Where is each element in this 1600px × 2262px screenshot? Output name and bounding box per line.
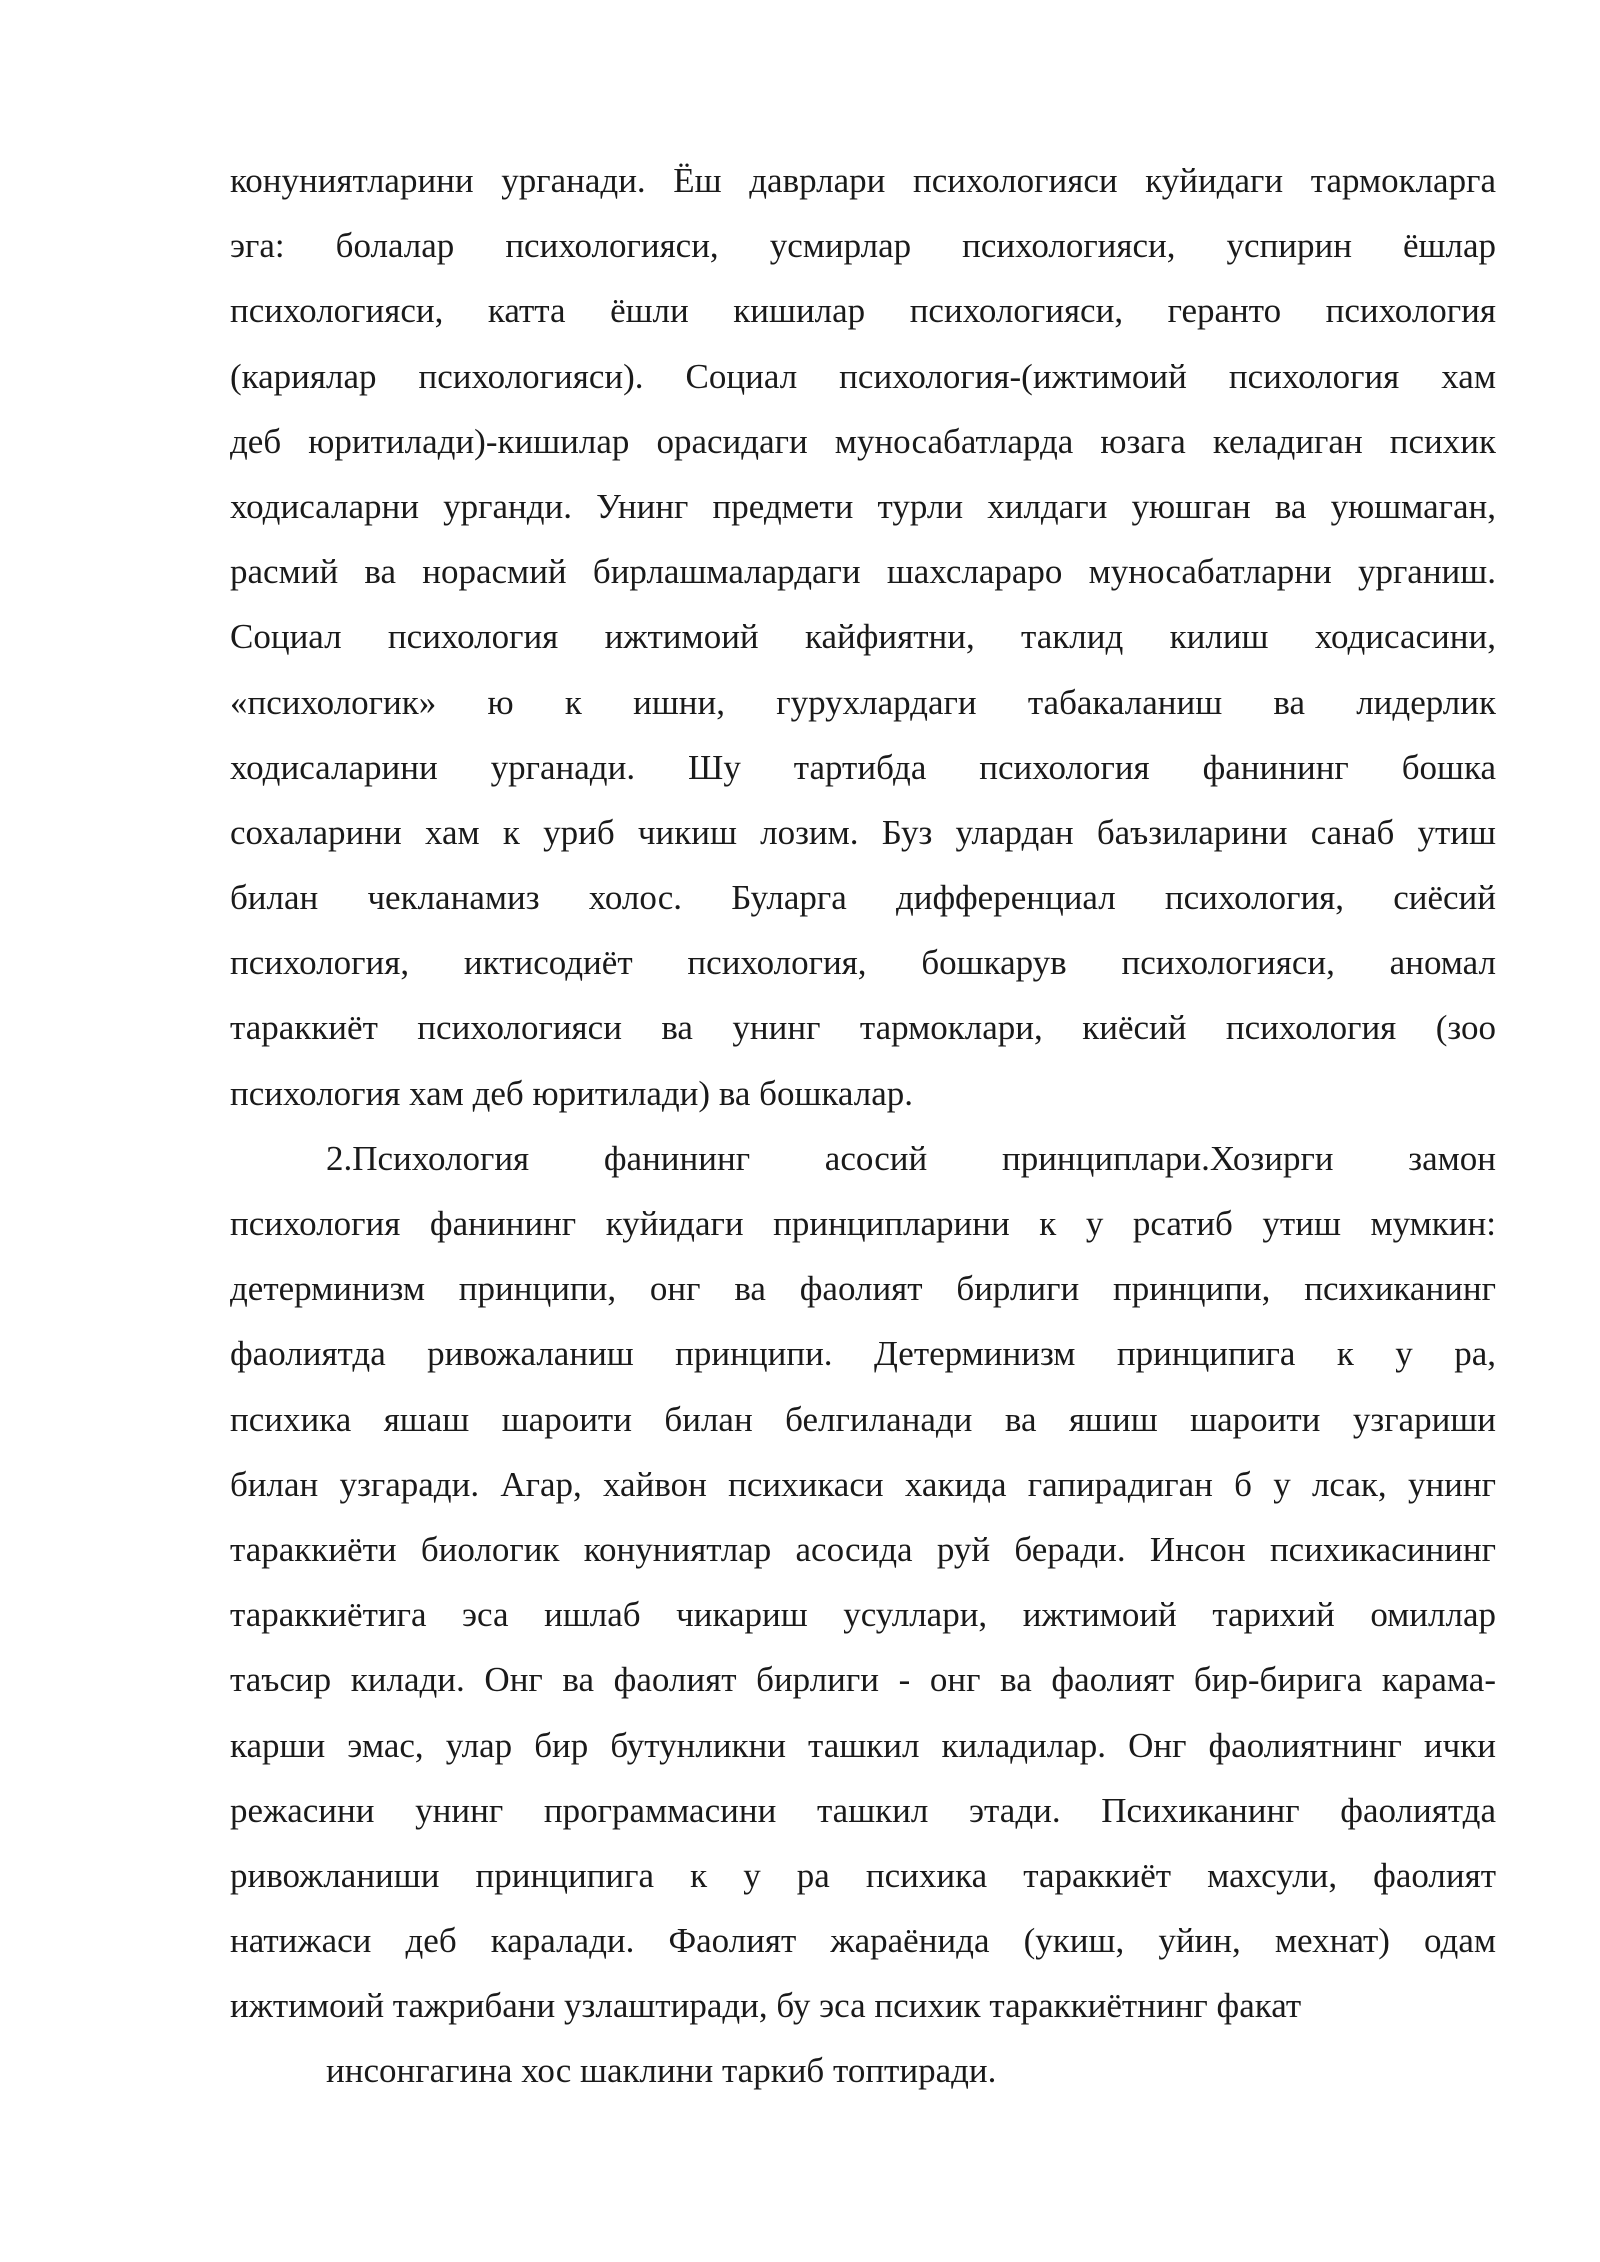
section-heading-line: 2.Психология фанининг асосий принциплари.Хозирги замон	[326, 1138, 1496, 1178]
text-line: (кариялар психологияси). Социал психология-(ижтимоий психология хам	[230, 356, 1496, 396]
text-line: психология хам деб юритилади) ва бошкалар.	[230, 1073, 913, 1113]
text-line: ходисаларни урганди. Унинг предмети турли хилдаги уюшган ва уюшмаган,	[230, 486, 1496, 526]
text-line: фаолиятда ривожаланиш принципи. Детерминизм принципига к у ра,	[230, 1334, 1496, 1374]
text-line: билан чекланамиз холос. Буларга дифференциал психология, сиёсий	[230, 878, 1496, 918]
text-line: таъсир килади. Онг ва фаолият бирлиги - онг ва фаолият бир-бирига карама-	[230, 1660, 1496, 1700]
text-line: билан узгаради. Агар, хайвон психикаси хакида гапирадиган б у лсак, унинг	[230, 1464, 1496, 1504]
text-line: психология, иктисодиёт психология, бошкарув психологияси, аномал	[230, 943, 1496, 983]
text-line: ижтимоий тажрибани узлаштиради, бу эса психик тараккиётнинг факат	[230, 1986, 1302, 2026]
text-line: деб юритилади)-кишилар орасидаги муносабатларда юзага келадиган психик	[230, 421, 1496, 461]
text-line: тараккиёт психологияси ва унинг тармоклари, киёсий психология (зоо	[230, 1008, 1496, 1048]
text-line: эга: болалар психологияси, усмирлар психологияси, успирин ёшлар	[230, 226, 1496, 266]
text-line: натижаси деб каралади. Фаолият жараёнида (укиш, уйин, мехнат) одам	[230, 1921, 1496, 1961]
text-line: ходисаларини урганади. Шу тартибда психология фанининг бошка	[230, 747, 1496, 787]
text-line: конуниятларини урганади. Ёш даврлари психологияси куйидаги тармокларга	[230, 161, 1496, 200]
text-line: психология фанининг куйидаги принципларини к у рсатиб утиш мумкин:	[230, 1204, 1496, 1243]
text-line: детерминизм принципи, онг ва фаолият бирлиги принципи, психиканинг	[230, 1269, 1496, 1309]
text-line: расмий ва норасмий бирлашмалардаги шахслараро муносабатларни урганиш.	[230, 552, 1496, 592]
text-line: сохаларини хам к уриб чикиш лозим. Буз улардан баъзиларини санаб утиш	[230, 812, 1496, 852]
text-line: инсонгагина хос шаклини таркиб топтиради.	[326, 2051, 997, 2091]
text-line: тараккиётига эса ишлаб чикариш усуллари, ижтимоий тарихий омиллар	[230, 1595, 1496, 1635]
text-line: Социал психология ижтимоий кайфиятни, таклид килиш ходисасини,	[230, 617, 1496, 657]
text-line: психика яшаш шароити билан белгиланади ва яшиш шароити узгариши	[230, 1399, 1496, 1439]
document-text	[230, 148, 1496, 2104]
text-line: тараккиёти биологик конуниятлар асосида руй беради. Инсон психикасининг	[230, 1529, 1496, 1569]
text-line: ривожланиши принципига к у ра психика тараккиёт махсули, фаолият	[230, 1855, 1496, 1895]
text-line: «психологик» ю к ишни, гурухлардаги табакаланиш ва лидерлик	[230, 682, 1496, 722]
text-line: психологияси, катта ёшли кишилар психологияси, геранто психология	[230, 291, 1496, 331]
text-line: карши эмас, улар бир бутунликни ташкил киладилар. Онг фаолиятнинг ички	[230, 1725, 1496, 1765]
text-line: режасини унинг программасини ташкил этади. Психиканинг фаолиятда	[230, 1790, 1496, 1830]
